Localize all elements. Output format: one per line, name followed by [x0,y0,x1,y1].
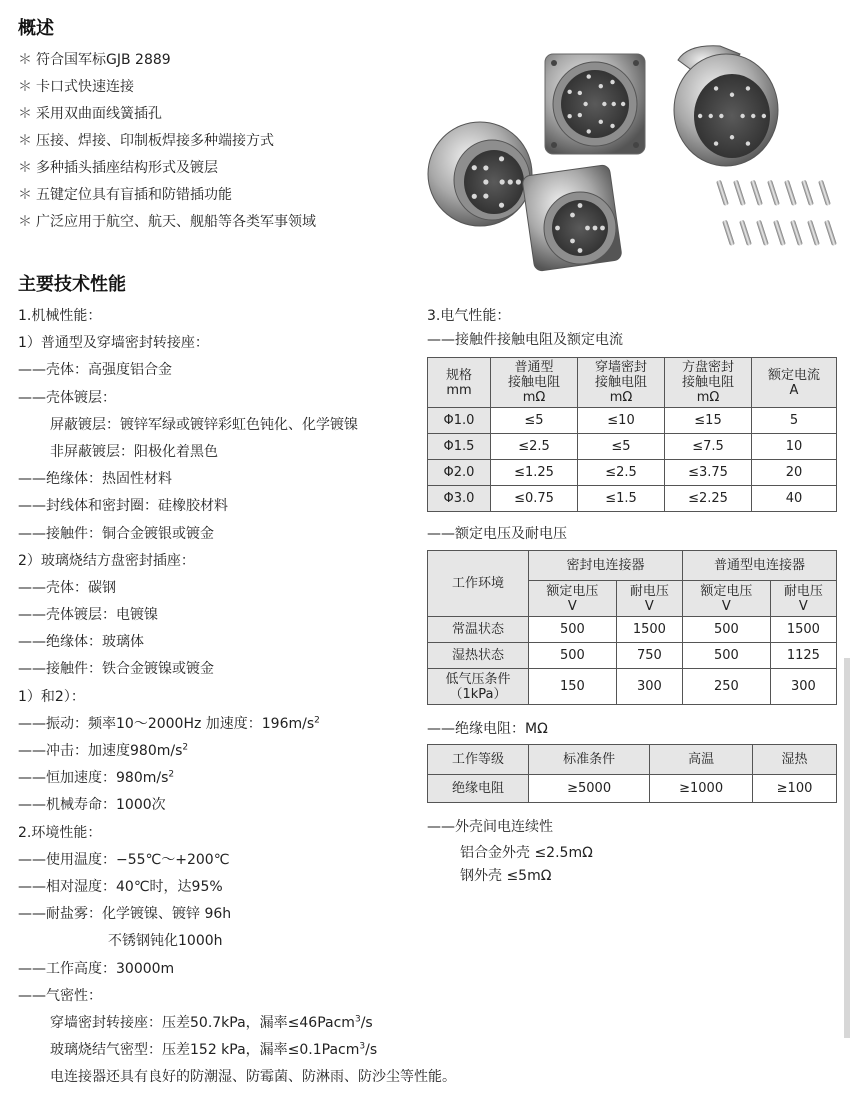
overview-title: 概述 [18,18,54,39]
salt-spray-spec: ——耐盐雾：化学镀镍、镀锌 96h [18,906,232,923]
both-types: 1）和2）： [18,688,85,705]
mechanical-life: ——机械寿命：1000次 [18,797,166,814]
feature-text: 卡口式快速连接 [36,79,134,95]
feature-text: 多种插头插座结构形式及镀层 [36,160,218,176]
altitude-spec: ——工作高度：30000m [18,960,175,977]
bullet-star-icon: ＊ [18,106,32,122]
contact-resistance-title: ——接触件接触电阻及额定电流 [427,332,623,348]
airtightness-heading: ——气密性： [18,987,102,1004]
voltage-title: ——额定电压及耐电压 [427,526,567,542]
table-header: 标准条件 [529,745,650,775]
temperature-spec: ——使用温度：−55℃～+200℃ [18,851,230,868]
continuity-aluminum: 铝合金外壳 ≤2.5mΩ [460,845,593,861]
feature-text: 采用双曲面线簧插孔 [36,106,162,122]
insulation-title: ——绝缘电阻：MΩ [427,721,548,737]
feature-list [18,50,316,239]
list-item [18,185,316,212]
mechanical-sub1: 1）普通型及穿墙密封转接座： [18,335,209,352]
airtightness-bulkhead: 穿墙密封转接座：压差50.7kPa，漏率≤46Pacm$^3$/s [50,1014,373,1031]
table-header: 普通型电连接器 [682,551,836,581]
table-row: Φ1.5 ≤2.5 ≤5 ≤7.5 10 [428,434,837,460]
table-row: Φ2.0 ≤1.25 ≤2.5 ≤3.75 20 [428,460,837,486]
receptacle-connector [522,164,623,271]
salt-spray-spec-2: 不锈钢钝化1000h [108,933,223,950]
table-header: 密封电连接器 [529,551,683,581]
feature-text: 符合国军标GJB 2889 [36,52,171,68]
table-row: 湿热状态 500 750 500 1125 [428,643,837,669]
table-header: 工作环境 [428,551,529,617]
environment-heading: 2.环境性能： [18,824,102,841]
tech-title: 主要技术性能 [18,274,126,295]
list-item [18,158,316,185]
acceleration-spec: ——恒加速度：$980m/s^2$ [18,769,175,787]
feature-text: 五键定位具有盲插和防错插功能 [36,187,232,203]
list-item [18,50,316,77]
connector-product-image [420,40,850,280]
mechanical-sub2: 2）玻璃烧结方盘密封插座： [18,552,195,569]
seal-material: ——封线体和密封圈：硅橡胶材料 [18,498,228,515]
shell-material-2: ——壳体：碳钢 [18,579,116,596]
bullet-star-icon: ＊ [18,160,32,176]
page-edge-bar [844,658,850,1038]
insulator-material-2: ——绝缘体：玻璃体 [18,634,144,651]
table-header: 方盘密封 接触电阻 mΩ [665,358,752,408]
feature-text: 压接、焊接、印制板焊接多种端接方式 [36,133,274,149]
mechanical-environment-column [18,306,456,1094]
vibration-spec: ——振动：频率10～2000Hz 加速度：$196m/s^2$ [18,715,320,732]
table-header: 耐电压 V [770,581,836,617]
table-header: 额定电流 A [752,358,837,408]
square-flange-connector [545,54,645,154]
list-item [18,77,316,104]
table-header: 额定电压 V [529,581,617,617]
airtightness-glass: 玻璃烧结气密型：压差152 kPa，漏率≤0.1Pacm$^3$/s [50,1041,378,1059]
shell-plating: ——壳体镀层： [18,389,116,406]
list-item [18,104,316,131]
table-header: 耐电压 V [616,581,682,617]
table-header: 工作等级 [428,745,529,775]
table-header: 规格 mm [428,358,491,408]
contact-pins [716,180,837,246]
voltage-table [427,550,837,705]
table-header: 高温 [650,745,753,775]
bullet-star-icon: ＊ [18,79,32,95]
table-row: Φ3.0 ≤0.75 ≤1.5 ≤2.25 40 [428,486,837,512]
insulation-table [427,744,837,803]
table-row: 绝缘电阻 ≥5000 ≥1000 ≥100 [428,775,837,803]
shield-plating: 屏蔽镀层：镀锌军绿或镀锌彩虹色钝化、化学镀镍 [50,416,358,433]
bullet-star-icon: ＊ [18,214,32,230]
bullet-star-icon: ＊ [18,52,32,68]
table-header: 普通型 接触电阻 mΩ [491,358,578,408]
table-header: 湿热 [753,745,837,775]
shell-plating-2: ——壳体镀层：电镀镍 [18,607,158,624]
feature-text: 广泛应用于航空、航天、舰船等各类军事领域 [36,214,316,230]
shock-spec: ——冲击：加速度$980m/s^2$ [18,742,189,759]
table-row: 低气压条件 （1kPa） 150 300 250 300 [428,669,837,705]
continuity-steel: 钢外壳 ≤5mΩ [460,868,552,884]
insulator-material: ——绝缘体：热固性材料 [18,471,172,488]
electrical-heading: 3.电气性能： [427,308,511,324]
shell-material: ——壳体：高强度铝合金 [18,362,172,379]
contact-material: ——接触件：铜合金镀银或镀金 [18,525,214,542]
list-item [18,212,316,239]
contact-material-2: ——接触件：铁合金镀镍或镀金 [18,661,214,678]
table-header: 穿墙密封 接触电阻 mΩ [578,358,665,408]
table-header: 额定电压 V [682,581,770,617]
round-cable-plug [428,122,532,226]
nonshield-plating: 非屏蔽镀层：阳极化着黑色 [50,443,218,460]
table-row: 常温状态 500 1500 500 1500 [428,617,837,643]
table-row: Φ1.0 ≤5 ≤10 ≤15 5 [428,408,837,434]
continuity-title: ——外壳间电连续性 [427,819,553,835]
bullet-star-icon: ＊ [18,187,32,203]
humidity-spec: ——相对湿度：40℃时，达95% [18,878,223,895]
mechanical-heading: 1.机械性能： [18,308,102,324]
other-properties: 电连接器还具有良好的防潮湿、防霉菌、防淋雨、防沙尘等性能。 [50,1069,456,1086]
angled-plug-connector [674,46,778,166]
list-item [18,131,316,158]
bullet-star-icon: ＊ [18,133,32,149]
contact-resistance-table [427,357,837,512]
